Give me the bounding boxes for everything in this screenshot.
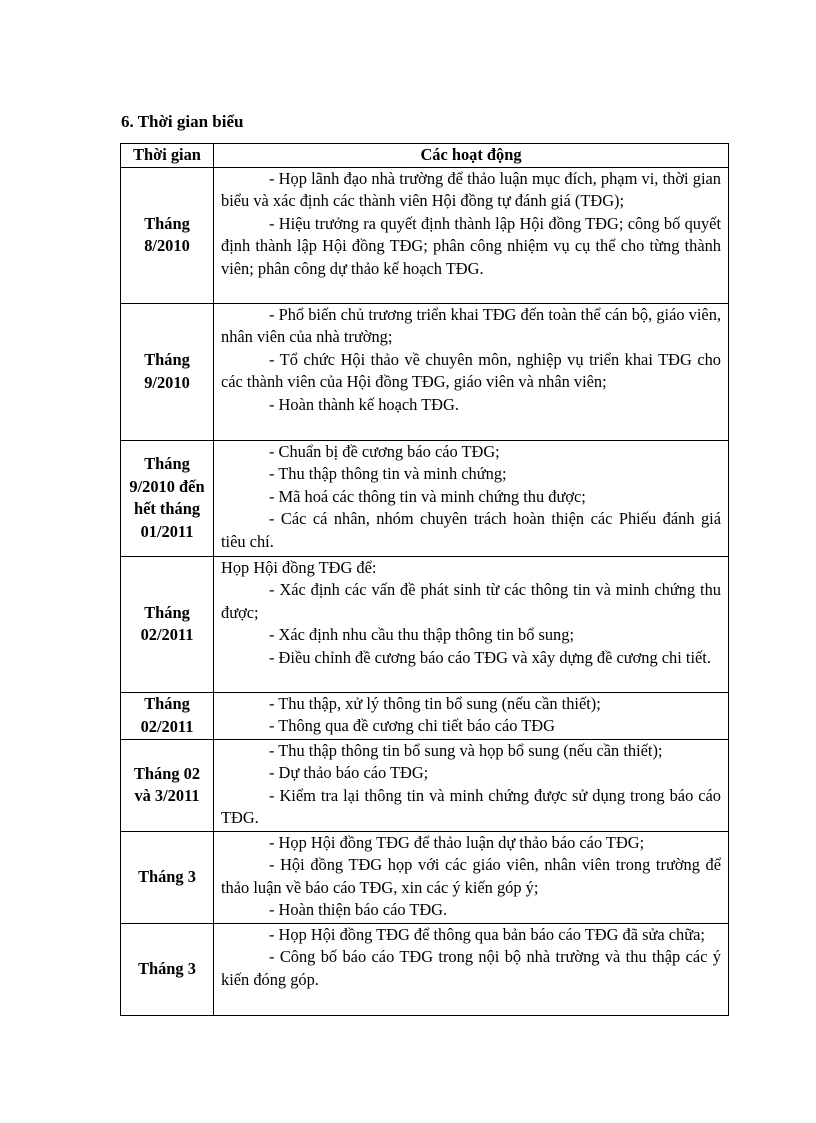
table-row (121, 167, 729, 303)
activity-item: - Thông qua đề cương chi tiết báo cáo TĐG (269, 716, 555, 736)
row-activities (214, 303, 729, 440)
schedule-table (120, 143, 729, 1016)
row-time: Tháng 8/2010 (121, 167, 214, 303)
activity-item: - Thu thập, xử lý thông tin bổ sung (nếu cần thiết); (269, 693, 601, 713)
activity-item: - Phổ biến chủ trương triển khai TĐG đến toàn thể cán bộ, giáo viên, nhân viên của nhà trường; (221, 304, 721, 347)
row-activities (214, 167, 729, 303)
row-activities (214, 739, 729, 831)
row-time: Tháng 3 (121, 923, 214, 1015)
row-activities (214, 440, 729, 556)
row-time: Tháng 02/2011 (121, 556, 214, 692)
activity-item: - Hoàn thiện báo cáo TĐG. (269, 900, 448, 920)
table-row (121, 692, 729, 739)
activity-item: - Các cá nhân, nhóm chuyên trách hoàn thiện các Phiếu đánh giá tiêu chí. (221, 509, 721, 551)
row-time: Tháng 02/2011 (121, 692, 214, 739)
activity-item: - Kiểm tra lại thông tin và minh chứng được sử dụng trong báo cáo TĐG. (221, 785, 721, 828)
activity-item: - Mã hoá các thông tin và minh chứng thu được; (269, 486, 586, 506)
activity-item: - Hội đồng TĐG họp với các giáo viên, nhân viên trong trường để thảo luận về báo cáo TĐG, xin các ý kiến góp ý; (221, 855, 721, 897)
activity-item: - Điều chỉnh đề cương báo cáo TĐG và xây dựng đề cương chi tiết. (269, 647, 711, 667)
table-row (121, 440, 729, 556)
header-activities: Các hoạt động (214, 144, 729, 168)
row-activities (214, 923, 729, 1015)
activity-item: - Họp Hội đồng TĐG để thảo luận dự thảo báo cáo TĐG; (269, 832, 645, 852)
header-time: Thời gian (121, 144, 214, 168)
section-title: 6. Thời gian biểu (121, 112, 244, 131)
table-row (121, 556, 729, 692)
activity-item: - Công bố báo cáo TĐG trong nội bộ nhà trường và thu thập các ý kiến đóng góp. (221, 947, 721, 989)
row-time: Tháng 3 (121, 831, 214, 923)
row-time: Tháng 9/2010 đến hết tháng 01/2011 (121, 440, 214, 556)
activity-item: - Dự thảo báo cáo TĐG; (269, 763, 429, 783)
row-time: Tháng 02 và 3/2011 (121, 739, 214, 831)
activity-item: - Họp Hội đồng TĐG để thông qua bản báo cáo TĐG đã sửa chữa; (269, 924, 705, 944)
table-row (121, 303, 729, 440)
row-activities (214, 692, 729, 739)
activity-item: - Xác định nhu cầu thu thập thông tin bổ sung; (269, 625, 575, 645)
activity-lead: Họp Hội đồng TĐG để: (221, 557, 377, 577)
activity-item: - Thu thập thông tin bổ sung và họp bổ sung (nếu cần thiết); (269, 740, 663, 760)
row-activities (214, 556, 729, 692)
activity-item: - Tổ chức Hội thảo về chuyên môn, nghiệp vụ triển khai TĐG cho các thành viên của Hội đồng TĐG, giáo viên và nhân viên; (221, 349, 721, 392)
table-header-row (121, 144, 729, 168)
activity-item: - Họp lãnh đạo nhà trường để thảo luận mục đích, phạm vi, thời gian biểu và xác định các thành viên Hội đồng tự đánh giá (TĐG); (221, 168, 721, 211)
activity-item: - Thu thập thông tin và minh chứng; (269, 464, 507, 484)
activity-item: - Chuẩn bị đề cương báo cáo TĐG; (269, 441, 500, 461)
row-time: Tháng 9/2010 (121, 303, 214, 440)
table-row (121, 831, 729, 923)
activity-item: - Hiệu trưởng ra quyết định thành lập Hội đồng TĐG; công bố quyết định thành lập Hội đồng TĐG; phân công nhiệm vụ cụ thể cho từng thành viên; phân công dự thảo kế hoạch TĐG. (221, 213, 721, 278)
table-row (121, 923, 729, 1015)
table-row (121, 739, 729, 831)
activity-item: - Xác định các vấn đề phát sinh từ các thông tin và minh chứng thu được; (221, 580, 721, 622)
activity-item: - Hoàn thành kế hoạch TĐG. (269, 394, 459, 414)
row-activities (214, 831, 729, 923)
